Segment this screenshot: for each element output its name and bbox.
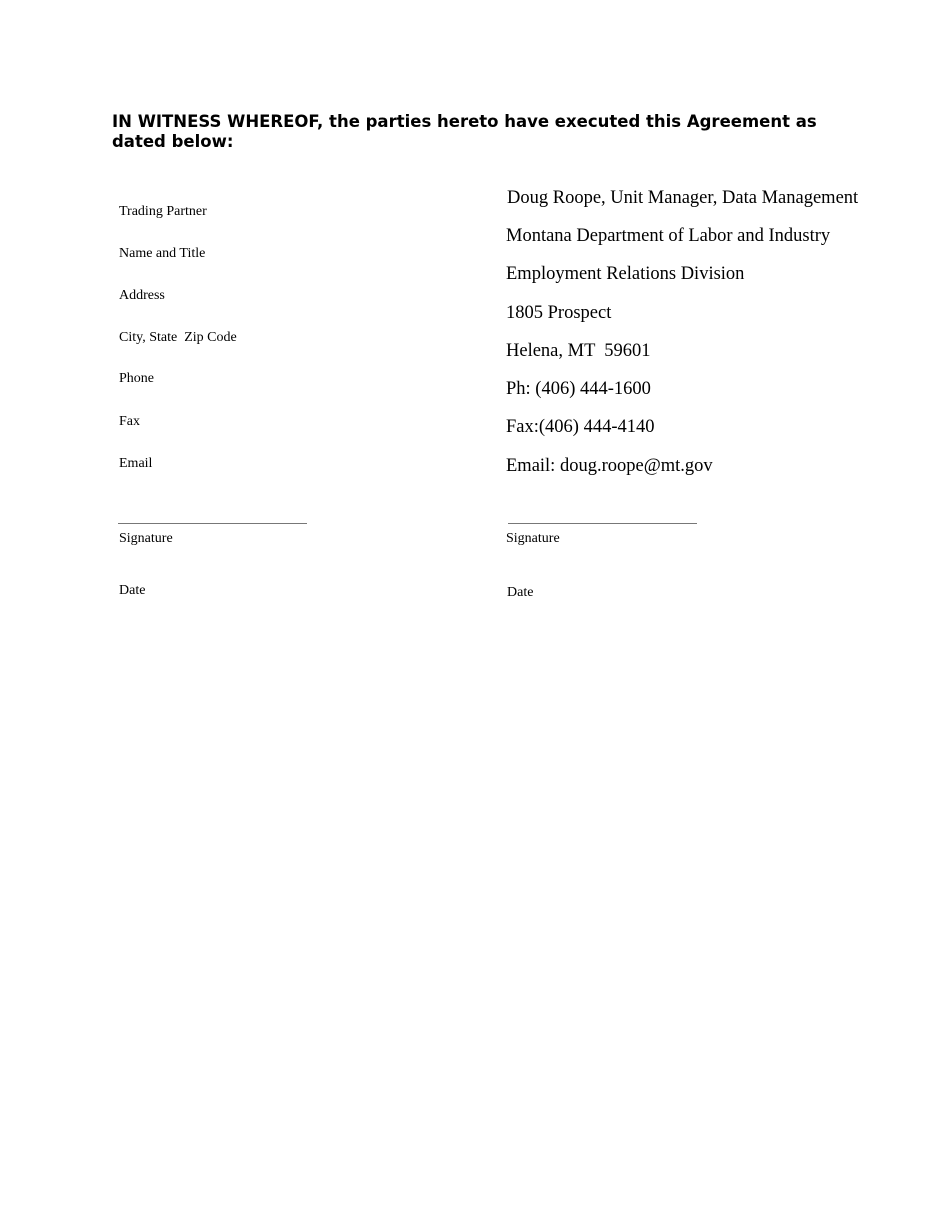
value-name-and-title: Doug Roope, Unit Manager, Data Management <box>507 188 859 208</box>
value-email: Email: doug.roope@mt.gov <box>506 456 713 476</box>
right-date-label: Date <box>507 585 534 600</box>
value-city-state-zip: Helena, MT 59601 <box>506 341 651 361</box>
label-email: Email <box>119 456 153 471</box>
left-signature-line <box>118 523 307 524</box>
left-date-label: Date <box>119 583 146 598</box>
right-signature-line <box>508 523 697 524</box>
label-phone: Phone <box>119 371 154 386</box>
witness-heading: IN WITNESS WHEREOF, the parties hereto have executed this Agreement as dated below: <box>112 112 817 151</box>
label-fax: Fax <box>119 414 140 429</box>
left-signature-label: Signature <box>119 531 173 546</box>
value-department: Montana Department of Labor and Industry <box>506 226 831 246</box>
label-name-and-title: Name and Title <box>119 246 206 261</box>
label-trading-partner: Trading Partner <box>119 204 207 219</box>
value-fax: Fax:(406) 444-4140 <box>506 417 655 437</box>
value-street: 1805 Prospect <box>506 303 612 323</box>
label-address: Address <box>119 288 165 303</box>
label-city-state-zip: City, State Zip Code <box>119 330 237 345</box>
value-division: Employment Relations Division <box>506 264 745 284</box>
right-signature-label: Signature <box>506 531 560 546</box>
value-phone: Ph: (406) 444-1600 <box>506 379 651 399</box>
